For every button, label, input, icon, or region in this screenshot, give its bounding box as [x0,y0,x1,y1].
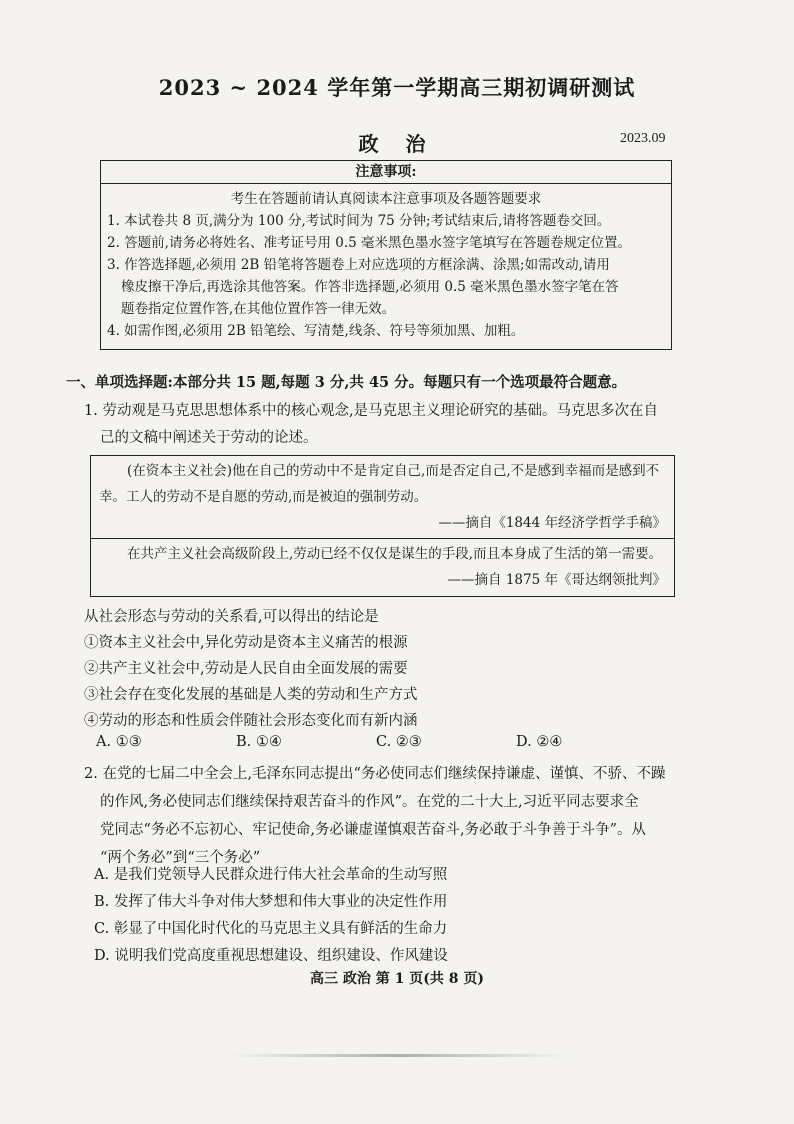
question-2-stem-line2: 的作风,务必使同志们继续保持艰苦奋斗的作风”。在党的二十大上,习近平同志要求全 [100,794,639,810]
option-b: B. ①④ [236,734,282,750]
subject-title: 政 治 [358,132,436,156]
section-heading: 一、单项选择题:本部分共 15 题,每题 3 分,共 45 分。每题只有一个选项最符合题意。 [66,374,627,391]
question-1-stem [84,398,684,452]
scan-artifact [228,1054,568,1057]
page-footer: 高三 政治 第 1 页(共 8 页) [310,971,484,987]
question-1-stem-line1: 1. 劳动观是马克思思想体系中的核心观念,是马克思主义理论研究的基础。马克思多次在自 [84,403,659,419]
notice-item-4: 4. 如需作图,必须用 2B 铅笔绘、写清楚,线条、符号等须加黑、加粗。 [107,323,525,339]
quote-1-text: (在资本主义社会)他在自己的劳动中不是肯定自己,而是否定自己,不是感到幸福而是感到不幸。工人的劳动不是自愿的劳动,而是被迫的强制劳动。 [99,463,660,505]
statement-3: ③社会存在变化发展的基础是人类的劳动和生产方式 [84,687,418,703]
notice-item-1: 1. 本试卷共 8 页,满分为 100 分,考试时间为 75 分钟;考试结束后,请将答题卷交回。 [107,213,611,229]
quote-1-source: ——摘自《1844 年经济学哲学手稿》 [438,515,666,531]
quote-box [90,455,675,597]
notice-item-3-line1: 3. 作答选择题,必须用 2B 铅笔将答题卷上对应选项的方框涂满、涂黑;如需改动,请用 [107,257,610,273]
notice-intro: 考生在答题前请认真阅读本注意事项及各题答题要求 [230,191,542,207]
question-2-options [94,862,674,970]
notice-item-3 [101,254,671,320]
question-1-options [96,734,656,750]
notice-item-3-line2: 橡皮擦干净后,再选涂其他答案。作答非选择题,必须用 0.5 毫米黑色墨水签字笔在答 [121,279,619,295]
statement-2: ②共产主义社会中,劳动是人民自由全面发展的需要 [84,661,408,677]
quote-2-text: 在共产主义社会高级阶段上,劳动已经不仅仅是谋生的手段,而且本身成了生活的第一需要。 [127,546,663,562]
q2-option-a: A. 是我们党领导人民群众进行伟大社会革命的生动写照 [94,867,448,883]
notice-item-2: 2. 答题前,请务必将姓名、准考证号用 0.5 毫米黑色墨水签字笔填写在答题卷规定位置。 [107,235,632,251]
q2-option-d: D. 说明我们党高度重视思想建设、组织建设、作风建设 [94,948,448,964]
quote-2-source: ——摘自 1875 年《哥达纲领批判》 [447,572,666,588]
question-2-stem [84,760,684,872]
question-1-stem-line2: 己的文稿中阐述关于劳动的论述。 [100,430,318,446]
question-2-stem-line1: 2. 在党的七届二中全会上,毛泽东同志提出“务必使同志们继续保持谦虚、谨慎、不骄、不躁 [84,766,666,782]
q2-option-c: C. 彰显了中国化时代化的马克思主义具有鲜活的生命力 [94,921,448,937]
question-1-prompt: 从社会形态与劳动的关系看,可以得出的结论是 [84,609,379,625]
question-2-stem-line4: “两个务必”到“三个务必” [100,850,261,866]
notice-title: 注意事项: [101,161,671,184]
statement-1: ①资本主义社会中,异化劳动是资本主义痛苦的根源 [84,635,408,651]
quote-2 [91,539,674,595]
notice-item-3-line3: 题卷指定位置作答,在其他位置作答一律无效。 [121,301,396,317]
statement-4: ④劳动的形态和性质会伴随社会形态变化而有新内涵 [84,713,418,729]
option-a: A. ①③ [96,734,142,750]
notice-box [100,160,672,350]
question-2-stem-line3: 党同志“务必不忘初心、牢记使命,务必谦虚谨慎艰苦奋斗,务必敢于斗争善于斗争”。从 [100,822,647,838]
q2-option-b: B. 发挥了伟大斗争对伟大梦想和伟大事业的决定性作用 [94,894,448,910]
exam-date: 2023.09 [620,131,666,146]
option-d: D. ②④ [516,734,563,750]
exam-title: 2023 ~ 2024 学年第一学期高三期初调研测试 [158,75,636,100]
option-c: C. ②③ [376,734,422,750]
quote-1 [91,456,674,538]
